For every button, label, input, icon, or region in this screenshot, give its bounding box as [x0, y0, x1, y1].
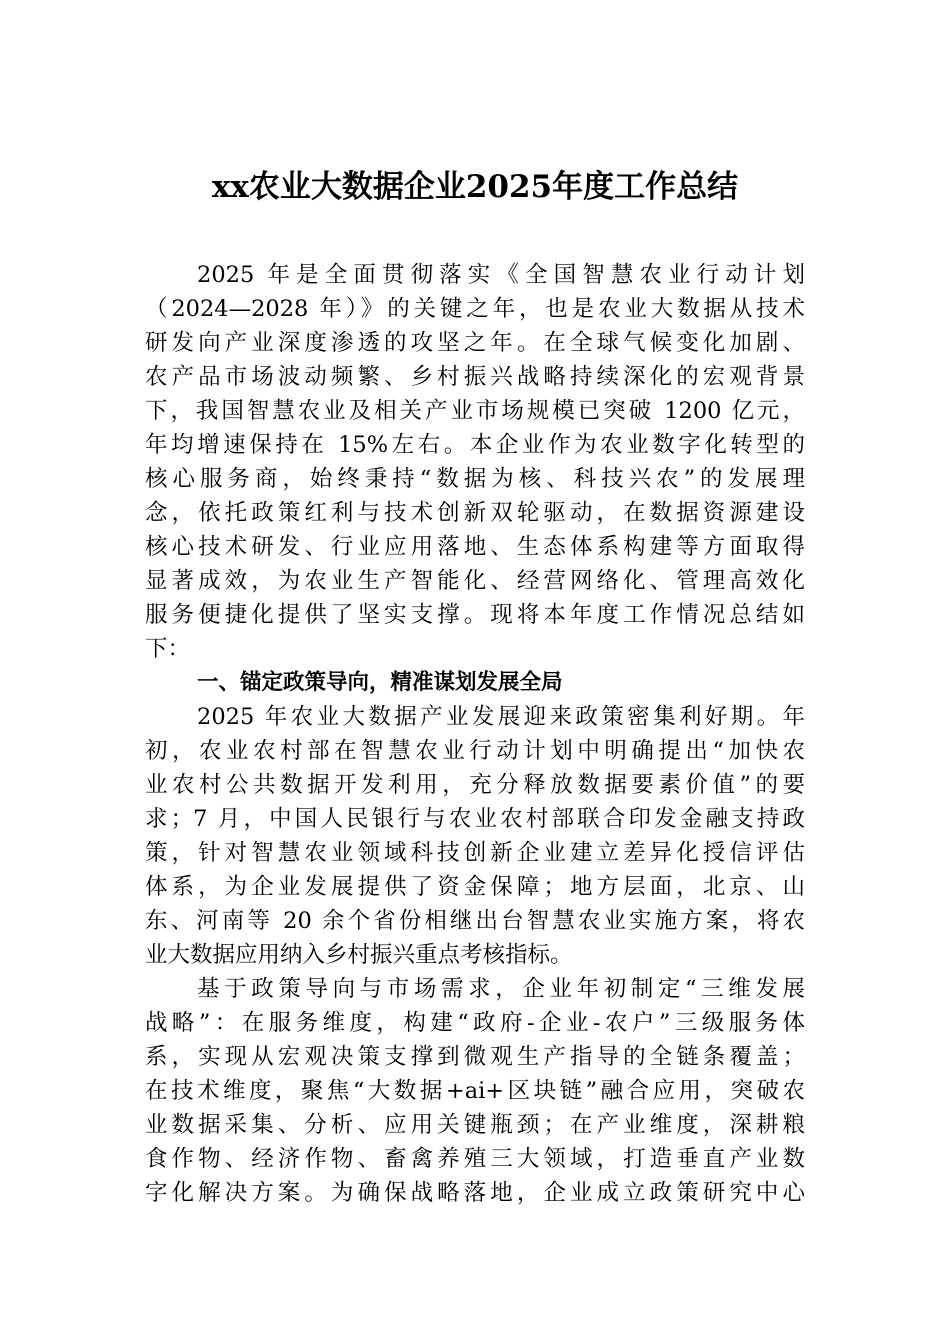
paragraph-line: 东、河南等 20 余个省份相继出台智慧农业实施方案，将农	[145, 908, 805, 934]
paragraph-line: 研发向产业深度渗透的攻坚之年。在全球气候变化加剧、	[145, 330, 805, 356]
paragraph-strategy	[145, 972, 805, 1210]
paragraph-line: 体系，为企业发展提供了资金保障；地方层面，北京、山	[145, 874, 805, 900]
paragraph-line: 业大数据应用纳入乡村振兴重点考核指标。	[145, 942, 573, 968]
paragraph-line: 念，依托政策红利与技术创新双轮驱动，在数据资源建设	[145, 500, 805, 526]
section-heading: 一、锚定政策导向，精准谋划发展全局	[197, 670, 563, 695]
paragraph-policy	[145, 700, 805, 972]
paragraph-line: 下，我国智慧农业及相关产业市场规模已突破 1200 亿元，	[145, 398, 805, 424]
paragraph-line: 核心技术研发、行业应用落地、生态体系构建等方面取得	[145, 534, 805, 560]
paragraph-line: 食作物、经济作物、畜禽养殖三大领域，打造垂直产业数	[145, 1146, 805, 1172]
paragraph-line: （2024—2028 年）》的关键之年，也是农业大数据从技术	[145, 296, 805, 322]
paragraph-line: 业农村公共数据开发利用，充分释放数据要素价值”的要	[145, 772, 805, 798]
paragraph-line: 战略”：在服务维度，构建“政府-企业-农户”三级服务体	[145, 1010, 805, 1036]
paragraph-line: 2025 年农业大数据产业发展迎来政策密集利好期。年	[197, 704, 805, 730]
paragraph-line: 策，针对智慧农业领域科技创新企业建立差异化授信评估	[145, 840, 805, 866]
paragraph-line: 初，农业农村部在智慧农业行动计划中明确提出“加快农	[145, 738, 805, 764]
paragraph-line: 核心服务商，始终秉持“数据为核、科技兴农”的发展理	[145, 466, 805, 492]
document-body	[145, 258, 805, 1210]
paragraph-line: 系，实现从宏观决策支撑到微观生产指导的全链条覆盖；	[145, 1044, 805, 1070]
paragraph-line: 基于政策导向与市场需求，企业年初制定“三维发展	[197, 976, 805, 1002]
paragraph-line: 2025 年是全面贯彻落实《全国智慧农业行动计划	[197, 262, 805, 288]
paragraph-line: 业数据采集、分析、应用关键瓶颈；在产业维度，深耕粮	[145, 1112, 805, 1138]
paragraph-line: 年均增速保持在 15%左右。本企业作为农业数字化转型的	[145, 432, 805, 458]
paragraph-line: 服务便捷化提供了坚实支撑。现将本年度工作情况总结如	[145, 602, 805, 628]
paragraph-line: 字化解决方案。为确保战略落地，企业成立政策研究中心	[145, 1180, 805, 1206]
paragraph-line: 在技术维度，聚焦“大数据+ai+区块链”融合应用，突破农	[145, 1078, 805, 1104]
document-title: xx农业大数据企业2025年度工作总结	[211, 169, 739, 205]
paragraph-line: 求；7 月，中国人民银行与农业农村部联合印发金融支持政	[145, 806, 805, 832]
paragraph-intro	[145, 258, 805, 666]
paragraph-line: 显著成效，为农业生产智能化、经营网络化、管理高效化	[145, 568, 805, 594]
paragraph-line: 农产品市场波动频繁、乡村振兴战略持续深化的宏观背景	[145, 364, 805, 390]
paragraph-line: 下：	[145, 636, 191, 662]
